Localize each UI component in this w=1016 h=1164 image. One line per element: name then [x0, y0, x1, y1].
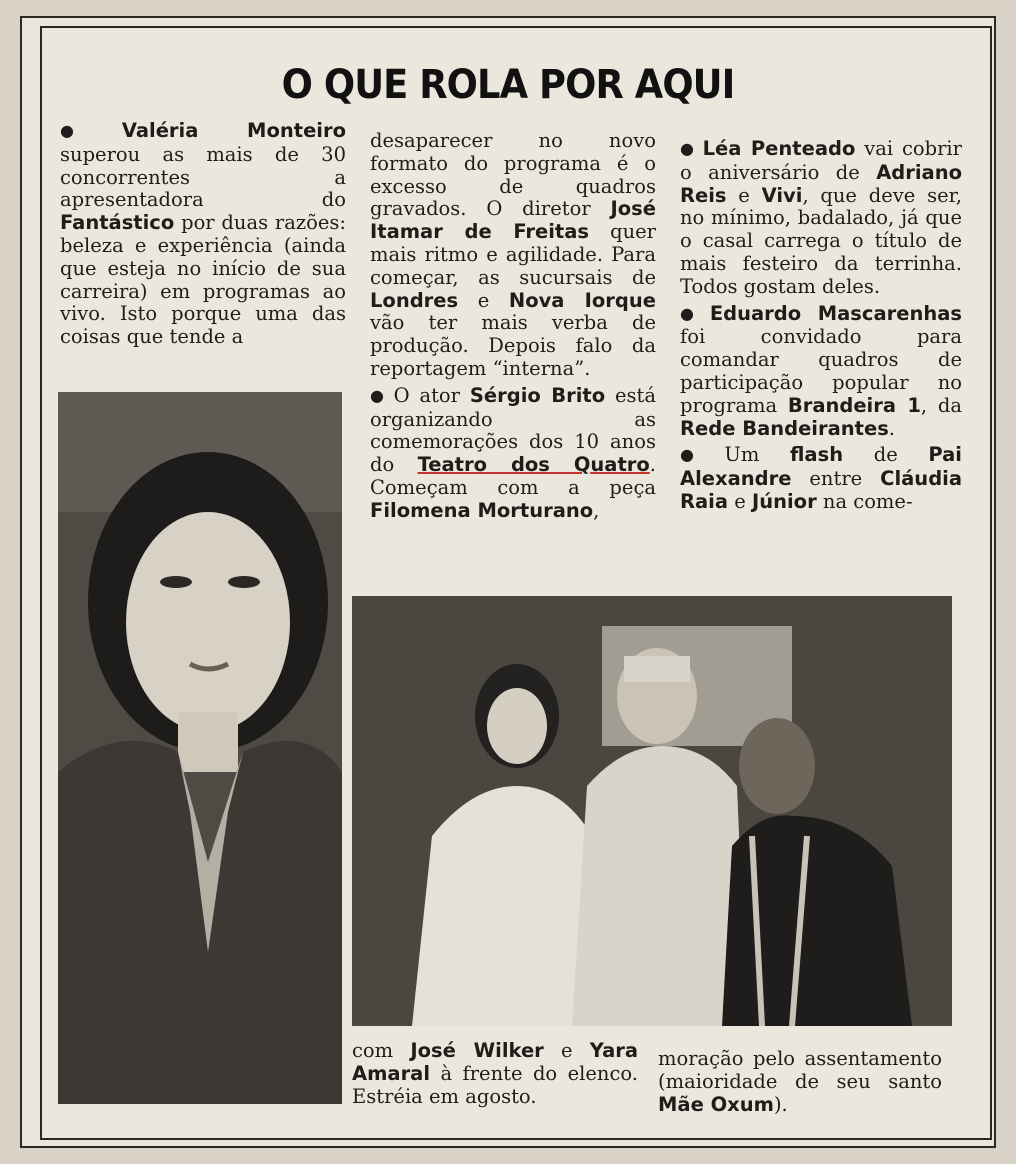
bottom-right-text: moração pelo assentamento (maioridade de seu santo Mãe Oxum). [658, 1047, 942, 1116]
bullet-icon: ● [680, 139, 697, 158]
item-pai-alexandre: ● Um flash de Pai Alexandre entre Cláudia Raia e Júnior na come- [680, 443, 962, 513]
item-sergio-brito: ● O ator Sérgio Brito está organizando as comemorações dos 10 anos do Teatro dos Quatro. Começam com a peça Filomena Morturano, [370, 383, 656, 522]
group-photo-illustration [352, 596, 952, 1026]
bullet-icon: ● [60, 121, 116, 140]
item-valeria: ● Valéria Monteiro superou as mais de 30 concorrentes a apresentadora do Fantástico por duas razões: beleza e experiência (ainda que esteja no início de sua carreira) em programas ao vivo. Isto porque uma das coisas que tende a [60, 119, 346, 349]
column-3 [680, 138, 962, 514]
bullet-icon: ● [680, 303, 704, 323]
column-2 [370, 130, 656, 523]
bottom-middle-text: com José Wilker e Yara Amaral à frente do elenco. Estréia em agosto. [352, 1039, 638, 1108]
bullet-icon: ● [680, 445, 719, 465]
portrait-illustration [58, 392, 342, 1104]
photo-portrait [58, 392, 342, 1104]
column-1 [60, 120, 346, 349]
name-valeria: Valéria Monteiro [121, 119, 346, 142]
teatro-underlined: Teatro dos Quatro [417, 453, 650, 477]
item-lea-penteado: ● Léa Penteado vai cobrir o aniversário de Adriano Reis e Vivi, que deve ser, no mínimo, badalado, já que o casal carrega o título de mais festeiro da terrinha. Todos gostam deles. [680, 137, 962, 298]
photo-group [352, 596, 952, 1026]
item-fantastico-cont: desaparecer no novo formato do programa é o excesso de quadros gravados. O diretor José Itamar de Freitas quer mais ritmo e agilidade. Para começar, as sucursais de Londres e Nova Iorque vão ter mais verba de produção. Depois falo da reportagem “interna”. [370, 129, 657, 380]
item-eduardo: ● Eduardo Mascarenhas foi convidado para comandar quadros de participação popular no programa Brandeira 1, da Rede Bandeirantes. [680, 301, 962, 440]
bullet-icon: ● [370, 385, 388, 405]
headline: O QUE ROLA POR AQUI [281, 62, 735, 108]
